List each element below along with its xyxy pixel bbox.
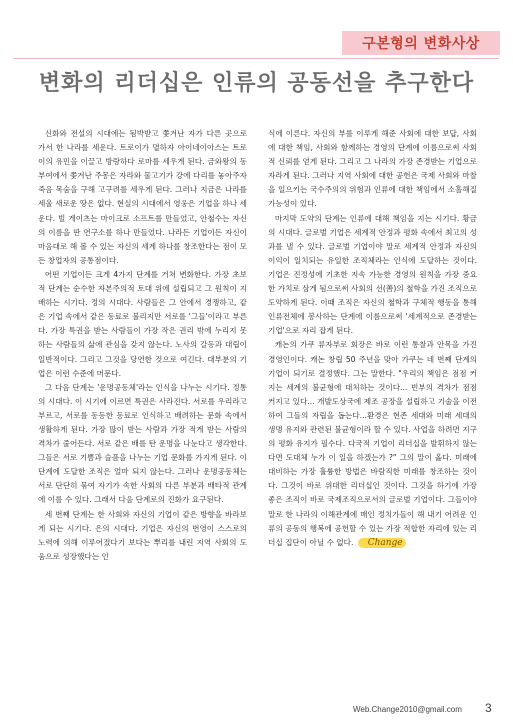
paragraph: 그 다음 단계는 '운명공동체'라는 인식을 나누는 시기다. 정통의 시대다. 이 시기에 이르면 특권은 사라진다. 서로를 우리라고 부르고, 서로를 동등한 동료로 인식하고 배려하는 문화 속에서 생활하게 된다. 가장 많이 받는 사람과 가장 적게 받는 사람의 격차가 줄어든다. 서로 같은 배를 탄 운명을 나눈다고 생각한다. 그들은 서로 기쁨과 슬픔을 나누는 기업 문화를 가지게 된다. 이 단계에 도달한 조직은 얼마 되지 않는다. 그러나 운명공동체는 서로 단단히 묶여 자기가 속한 사회의 다른 부분과 배타적 관계에 이를 수 있다. 그래서 다음 단계로의 진화가 요구된다.	[38, 382, 247, 505]
column-right	[268, 127, 477, 673]
page-number: 3	[485, 701, 492, 715]
paragraph-text: 캐논의 가쿠 류자부로 회장은 바로 이런 통찰과 안목을 가진 경영인이다. 캐논 창립 50 주년을 맞아 가쿠는 네 번째 단계의 기업이 되기로 결정했다. 그는 말한다. "우리의 책임은 점점 커지는 세계의 불균형에 대처하는 것이다... 빈부의 격차가 점점 커지고 있다... 개발도상국에 제조 공장을 설립하고 기술을 이전하여 그들의 자립을 돕는다...환경은 현존 세대와 미래 세대의 생명 유지와 관련된 불균형이라 할 수 있다. 사업을 하려면 지구의 평화 유지가 필수다. 다국적 기업이 리더십을 발휘하지 않는다면 도대체 누가 이 일을 하겠는가 ?" 그의 말이 옳다. 미래에 대비하는 가장 훌륭한 방법은 바람직한 미래를 창조하는 것이다. 그것이 바로 위대한 리더십인 것이다. 그것을 하기에 가장 좋은 조직이 바로 국제조직으로서의 글로벌 기업이다. 그들이야 말로 한 나라의 이해관계에 매인 정치가들이 해 내기 어려운 인류의 공동의 행복에 공헌할 수 있는 가장 적합한 자리에 있는 리더십 집단이 아닐 수 없다.	[268, 340, 477, 547]
footer-email: Web.Change2010@gmail.com	[353, 705, 462, 714]
paragraph: 어떤 기업이든 크게 4가지 단계를 거쳐 변화한다. 가장 초보적 단계는 순수한 자본주의적 토대 위에 설립되고 그 원칙이 지배하는 시기다. 정의 시대다. 사람들은 그 안에서 경쟁하고, 같은 기업 속에서 같은 동료로 불리지만 서로를 '그들'이라고 부른다. 가장 특권을 받는 사람들이 가장 작은 권리 밖에 누리지 못하는 사람들의 삶에 관심을 갖지 않는다. 노사의 갈등과 대립이 일반적이다. 그리고 그것을 당연한 것으로 여긴다. 대부분의 기업은 이런 수준에 머문다.	[38, 269, 247, 378]
paragraph: 마지막 도약의 단계는 인류에 대해 책임을 지는 시기다. 황금의 시대다. 글로벌 기업은 세계적 안정과 평화 속에서 최고의 성과를 낼 수 있다. 글로벌 기업이야 말로 세계적 안정과 자신의 이익이 일치되는 유일한 조직체라는 인식에 도달하는 것이다. 기업은 진정성에 기초한 지속 가능한 경영의 원칙을 가장 중요한 가치로 삼게 됨으로써 사회의 선(善)의 철학을 가진 조직으로 도약하게 된다. 이때 조직은 자신의 철학과 구체적 행동을 통해 인류전체에 봉사하는 단계에 이름으로써 '세계적으로 존경받는 기업'으로 자리 잡게 된다.	[268, 213, 477, 336]
paragraph: 신화와 전설의 시대에는 됨박받고 쫓겨난 자가 다른 곳으로 가서 한 나라를 세운다. 트로이가 멸하자 아이네이아스는 트로이의 유민을 이끌고 방랑하다 로마를 세우게 된다. 금와왕의 동부여에서 쫓겨난 주몽은 자라와 물고기가 강에 다리를 놓아주자 죽음 목숨을 구해 고구려를 세우게 된다. 그러나 지금은 나라를 세울 새로운 땅은 없다. 현실의 시대에서 영웅은 기업을 하나 세운다. 빌 게이츠는 마이크로 소프트를 만들었고, 안철수는 자신의 이름을 딴 연구소를 하나 만들었다. 나라든 기업이든 자신이 마음대로 해 볼 수 있는 자신의 세계 하나를 창조한다는 점이 모든 창업자의 공통점이다.	[38, 129, 247, 265]
paragraph: 식에 이른다. 자신의 부를 이루게 해준 사회에 대한 보답, 사회에 대한 책임, 사회와 함께하는 경영의 단계에 이름으로써 사회적 신뢰를 얻게 된다. 그리고 그 나라의 가장 존경받는 기업으로 자라게 된다. 그러나 지역 사회에 대한 공헌은 국제 사회와 마찰을 일으키는 국수주의의 위험과 인류에 대한 책임에서 소홀해질 가능성이 있다.	[268, 129, 477, 209]
article-body	[38, 127, 478, 673]
article-title: 변화의 리더십은 인류의 공동선을 추구한다	[38, 71, 475, 96]
section-tag: 구본형의 변화사상	[342, 31, 500, 55]
paragraph	[268, 338, 477, 549]
paragraph: 세 번째 단계는 한 사회와 자신의 기업이 같은 방향을 바라보게 되는 시기다. 은의 시대다. 기업은 자신의 번영이 스스로의 노력에 의해 이루어졌다기 보다는 뿌리를 내린 지역 사회의 도움으로 성장했다는 인	[38, 509, 247, 561]
change-logo-signature: Change	[358, 538, 406, 548]
column-left	[38, 127, 247, 673]
title-divider	[14, 58, 499, 59]
